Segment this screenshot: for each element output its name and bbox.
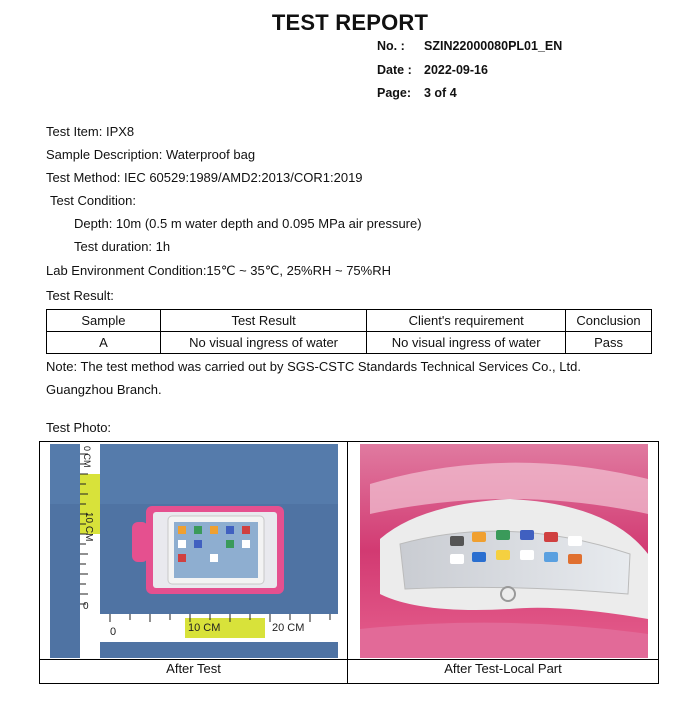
header-client-requirement: Client's requirement: [367, 310, 566, 332]
report-date-value: 2022-09-16: [424, 63, 488, 77]
photo-after-test: [50, 444, 338, 658]
cell-conclusion: Pass: [566, 332, 652, 354]
ruler-v-ten: 10 CM: [83, 512, 94, 542]
cell-client-requirement: No visual ingress of water: [367, 332, 566, 354]
test-item: Test Item: IPX8: [46, 124, 135, 139]
cell-test-result: No visual ingress of water: [160, 332, 367, 354]
result-table: [46, 309, 652, 354]
sample-description: Sample Description: Waterproof bag: [46, 147, 256, 162]
header-conclusion: Conclusion: [566, 310, 652, 332]
report-date-label: Date :: [377, 63, 412, 77]
table-header-row: [47, 310, 652, 332]
photo-divider: [347, 441, 348, 684]
report-page-label: Page:: [377, 86, 412, 100]
ruler-v-zero: 0 CM: [82, 446, 92, 468]
caption-after-test: After Test: [166, 661, 221, 676]
test-condition-label: Test Condition:: [50, 193, 136, 208]
caption-divider: [39, 659, 659, 660]
ruler-h-twenty: 20 CM: [272, 622, 305, 634]
header-test-result: Test Result: [160, 310, 367, 332]
report-no-value: SZIN22000080PL01_EN: [424, 39, 563, 53]
photo-after-test-local: [360, 444, 648, 658]
test-method: Test Method: IEC 60529:1989/AMD2:2013/COR1:2019: [46, 170, 363, 185]
test-result-label: Test Result:: [46, 288, 114, 303]
lab-environment: Lab Environment Condition:15℃ ~ 35℃, 25%RH ~ 75%RH: [46, 263, 391, 278]
note-line-1: Note: The test method was carried out by SGS-CSTC Standards Technical Services Co., Ltd.: [46, 359, 581, 374]
caption-after-test-local: After Test-Local Part: [444, 661, 562, 676]
test-duration: Test duration: 1h: [74, 239, 171, 254]
table-row: [47, 332, 652, 354]
ruler-h-ten: 10 CM: [188, 622, 221, 634]
report-no-label: No. :: [377, 39, 405, 53]
test-depth: Depth: 10m (0.5 m water depth and 0.095 MPa air pressure): [74, 216, 422, 231]
ruler-h-zero: 0: [110, 626, 117, 638]
note-line-2: Guangzhou Branch.: [46, 382, 162, 397]
ruler-v-origin: 0: [83, 601, 89, 612]
report-page-value: 3 of 4: [424, 86, 457, 100]
cell-sample: A: [47, 332, 161, 354]
header-sample: Sample: [47, 310, 161, 332]
test-photo-label: Test Photo:: [46, 420, 112, 435]
report-title: TEST REPORT: [271, 10, 429, 35]
